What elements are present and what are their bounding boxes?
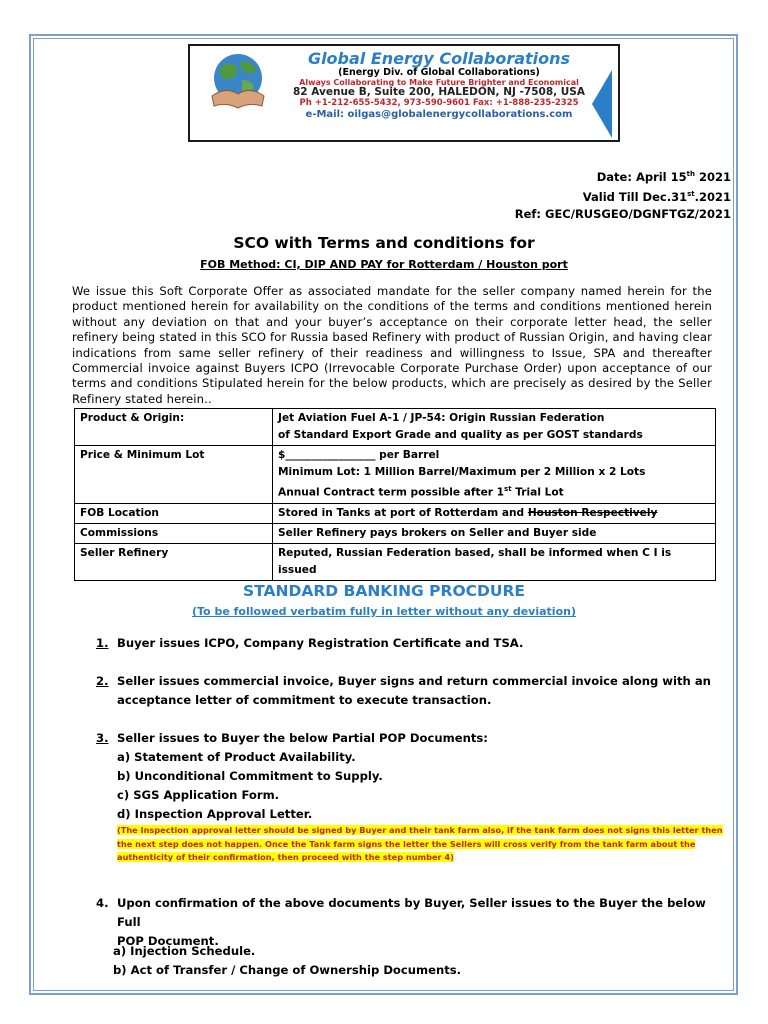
list-item: b) Unconditional Commitment to Supply. <box>117 769 383 783</box>
date-line: Date: April 15th 2021 <box>596 169 731 184</box>
step-number: 3. <box>96 731 109 745</box>
list-item: a) Statement of Product Availability. <box>117 750 356 764</box>
reference-block <box>515 166 731 223</box>
table-row <box>75 446 716 504</box>
table-row <box>75 409 716 446</box>
reference-line: Ref: GEC/RUSGEO/DGNFTGZ/2021 <box>514 206 731 221</box>
step-number: 4. <box>96 896 109 910</box>
step-text: Seller issues commercial invoice, Buyer signs and return commercial invoice along with an acceptance letter of commitment to execute transaction. <box>117 674 711 707</box>
terms-table <box>74 408 716 581</box>
step-number: 2. <box>96 674 109 688</box>
table-value: Jet Aviation Fuel A-1 / JP-54: Origin Russian Federation of Standard Export Grade and quality as per GOST standards <box>273 409 716 446</box>
company-email: e-Mail: oilgas@globalenergycollaborations.com <box>305 108 573 120</box>
table-key: Price & Minimum Lot <box>75 446 273 504</box>
globe-handshake-logo <box>206 52 270 112</box>
table-key: FOB Location <box>75 503 273 523</box>
division-name: (Energy Div. of Global Collaborations) <box>338 66 540 78</box>
table-key: Product & Origin: <box>75 409 273 446</box>
table-row <box>75 503 716 523</box>
table-key: Commissions <box>75 523 273 543</box>
banking-procedure-title: STANDARD BANKING PROCDURE <box>242 582 526 600</box>
letterhead <box>188 44 620 142</box>
table-value: $_________________ per Barrel Minimum Lot: 1 Million Barrel/Maximum per 2 Million x 2 Lots Annual Contract term possible after 1st Trial Lot <box>273 446 716 504</box>
banking-procedure-subtitle: (To be followed verbatim fully in letter without any deviation) <box>191 605 576 618</box>
table-value: Seller Refinery pays brokers on Seller and Buyer side <box>273 523 716 543</box>
table-value: Reputed, Russian Federation based, shall be informed when C I is issued <box>273 543 716 580</box>
company-tagline: Always Collaborating to Make Future Brighter and Economical <box>299 77 579 87</box>
step-text: Upon confirmation of the above documents by Buyer, Seller issues to the Buyer the below Full POP Document. <box>117 896 706 948</box>
company-phones: Ph +1-212-655-5432, 973-590-9601 Fax: +1-888-235-2325 <box>299 98 579 109</box>
table-row <box>75 543 716 580</box>
company-address: 82 Avenue B, Suite 200, HALEDON, NJ -7508, USA <box>293 86 585 99</box>
list-item: d) Inspection Approval Letter. <box>117 807 313 821</box>
arrow-left-icon <box>592 70 612 138</box>
step-number: 1. <box>96 636 109 650</box>
letterhead-text <box>284 50 594 120</box>
step-text: Seller issues to Buyer the below Partial POP Documents: a) Statement of Product Availability. b) Unconditional Commitment to Supply. c) SGS Application Form. d) Inspection Approval Letter. <box>117 729 717 824</box>
list-item: a) Injection Schedule. <box>113 944 256 958</box>
table-row <box>75 523 716 543</box>
list-item: b) Act of Transfer / Change of Ownership Documents. <box>113 963 462 977</box>
intro-paragraph: We issue this Soft Corporate Offer as associated mandate for the seller company named herein for the product mentioned herein for availability on the conditions of the terms and conditions mentioned herein without any deviation on that and your buyer’s acceptance on their corporate letter head, the seller refinery being stated in this SCO for Russia based Refinery with product of Russian Origin, and having clear indications from same seller refinery of their readiness and willingness to Issue, SPA and thereafter Commercial invoice against Buyers ICPO (Irrevocable Corporate Purchase Order) upon acceptance of our terms and conditions Stipulated herein for the below products, which are precisely as desired by the Seller Refinery stated herein.. <box>72 284 712 406</box>
document-subtitle: FOB Method: CI, DIP AND PAY for Rotterdam / Houston port <box>200 258 568 271</box>
table-key: Seller Refinery <box>75 543 273 580</box>
step-text: Buyer issues ICPO, Company Registration Certificate and TSA. <box>117 636 524 650</box>
inspection-note: (The Inspection approval letter should be signed by Buyer and their tank farm also, if the tank farm does not signs this letter then the next step does not happen. Once the Tank farm signs the letter the Sellers will cross verify from the tank farm about the authenticity of their confirmation, then proceed with the step number 4) <box>117 825 723 862</box>
table-value: Stored in Tanks at port of Rotterdam and Houston Respectively <box>273 503 716 523</box>
list-item: c) SGS Application Form. <box>117 788 280 802</box>
document-title: SCO with Terms and conditions for <box>233 234 535 252</box>
valid-till-line: Valid Till Dec.31st.2021 <box>582 189 731 204</box>
company-name: Global Energy Collaborations <box>307 49 571 68</box>
